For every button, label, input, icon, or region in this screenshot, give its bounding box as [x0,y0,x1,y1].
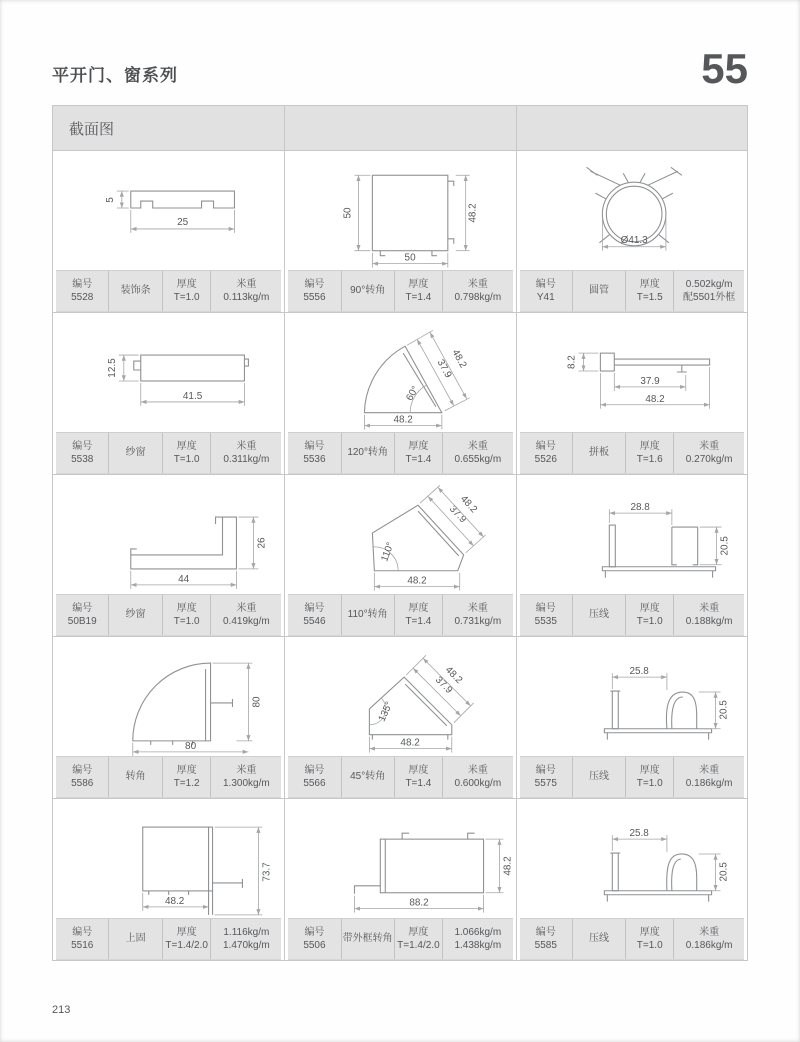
spec-thickness: 厚度 T=1.4/2.0 [394,919,442,959]
dim-label: 48.2 [400,737,421,749]
spec-code: 编号 5575 [534,764,557,789]
spec-row [56,270,281,312]
spec-thickness: 厚度 T=1.4/2.0 [162,919,210,959]
table-header-cell [53,106,284,150]
spec-weight: 米重 0.798kg/m [442,271,513,311]
dim-label: 48.2 [407,575,428,587]
profile-cell-5528 [53,151,284,312]
dimensions [609,502,730,565]
dimensions [374,485,486,590]
spec-code: 编号 5526 [534,440,557,465]
spec-code: 编号 5546 [303,602,326,627]
spec-weight: 米重 0.270kg/m [673,433,744,473]
dimensions [566,353,709,409]
table-header-cell [516,106,747,150]
spec-thickness: 厚度 T=1.4 [394,433,442,473]
spec-thickness: 厚度 T=1.4 [394,271,442,311]
dim-label: 88.2 [409,897,429,909]
section-drawing [53,313,284,432]
spec-code: 编号 5566 [303,764,326,789]
spec-name: 120°转角 [341,433,394,473]
spec-code: 编号 5585 [534,926,557,951]
spec-name: 压线 [572,595,625,635]
spec-row [520,918,744,960]
profile-cell-5526 [516,312,747,474]
spec-code: 编号 5586 [71,764,94,789]
section-drawing [285,637,515,756]
dim-label: 48.2 [458,493,480,516]
spec-row [520,270,744,312]
spec-weight: 1.066kg/m 1.438kg/m [442,919,513,959]
profile-cell-5556 [284,151,515,312]
section-drawing [285,151,515,270]
spec-weight: 米重 0.600kg/m [442,757,513,797]
spec-thickness: 厚度 T=1.0 [162,271,210,311]
series-title: 平开门、窗系列 [52,66,178,85]
section-drawing [285,799,515,918]
dim-label: 25.8 [629,828,649,840]
section-drawing [53,151,284,270]
dim-label: 26 [256,537,268,549]
spec-thickness: 厚度 T=1.0 [625,919,673,959]
profile-cell-5538 [53,312,284,474]
section-drawing [53,475,284,594]
profile-cell-5566 [284,636,515,798]
spec-name: 纱窗 [108,433,161,473]
spec-row [56,432,281,474]
dim-label: 135° [376,700,396,724]
dim-label: 73.7 [261,862,273,882]
dim-label: 28.8 [630,502,650,514]
dim-label: 20.5 [718,862,730,882]
spec-code: 编号 5536 [303,440,326,465]
dim-label: Ø41.3 [620,234,648,246]
profile-cell-5516 [53,798,284,960]
dimensions [105,191,235,233]
page-header [52,30,748,90]
profile-outline [602,525,715,578]
spec-name: 转角 [108,757,161,797]
spec-thickness: 厚度 T=1.5 [625,271,673,311]
section-drawing [285,313,515,432]
spec-row [288,594,512,636]
dimensions [365,330,470,429]
spec-weight: 0.502kg/m 配5501外框 [673,271,744,311]
section-drawing [285,475,515,594]
profile-cell-5546 [284,474,515,636]
profile-cell-5536 [284,312,515,474]
section-drawing [517,313,747,432]
table-header-label: 截面图 [69,120,115,138]
spec-row [288,432,512,474]
profile-outline [604,691,711,740]
dimensions [143,827,273,915]
spec-thickness: 厚度 T=1.6 [625,433,673,473]
spec-thickness: 厚度 T=1.0 [162,433,210,473]
profile-grid [53,151,747,960]
profile-cell-5586 [53,636,284,798]
dim-label: 41.5 [182,390,203,402]
spec-code: 编号 5516 [71,926,94,951]
spec-code: 编号 Y41 [535,278,556,303]
spec-weight: 米重 0.188kg/m [673,595,744,635]
profile-cell-5585 [516,798,747,960]
spec-weight: 米重 0.311kg/m [210,433,281,473]
spec-row [288,270,512,312]
spec-code: 编号 5538 [71,440,94,465]
profile-outline [141,355,245,381]
dim-label: 12.5 [106,358,118,378]
spec-name: 带外框转角 [341,919,394,959]
dimensions [343,175,479,267]
spec-code: 编号 5528 [71,278,94,303]
page-number-top: 55 [701,45,748,92]
spec-weight: 米重 0.186kg/m [673,757,744,797]
dim-label: 20.5 [718,700,730,720]
dim-label: 37.9 [447,503,469,526]
dim-label: 5 [104,197,116,203]
section-drawing [517,637,747,756]
spec-row [56,756,281,798]
profile-outline [373,175,448,250]
spec-thickness: 厚度 T=1.0 [625,757,673,797]
spec-name: 90°转角 [341,271,394,311]
profile-cell-5575 [516,636,747,798]
spec-code: 编号 5535 [534,602,557,627]
dim-label: 48.2 [393,414,414,426]
spec-row [288,918,512,960]
table-header-row [53,106,747,151]
spec-code: 编号 5506 [303,926,326,951]
spec-weight: 米重 0.186kg/m [673,919,744,959]
dimensions [355,839,514,912]
spec-weight: 米重 1.300kg/m [210,757,281,797]
spec-row [56,594,281,636]
dim-label: 50 [342,207,354,219]
spec-weight: 1.116kg/m 1.470kg/m [210,919,281,959]
spec-code: 编号 50B19 [67,602,97,627]
dim-label: 48.2 [443,664,465,687]
section-drawing [53,637,284,756]
profile-outline [365,346,442,413]
section-drawing [517,151,747,270]
spec-name: 纱窗 [108,595,161,635]
spec-name: 110°转角 [341,595,394,635]
profile-outline [600,353,614,371]
spec-weight: 米重 0.655kg/m [442,433,513,473]
spec-weight: 米重 0.731kg/m [442,595,513,635]
spec-row [56,918,281,960]
section-drawing [53,799,284,918]
profile-outline [381,839,484,893]
spec-thickness: 厚度 T=1.4 [394,595,442,635]
spec-name: 上固 [108,919,161,959]
spec-name: 压线 [572,919,625,959]
dim-label: 37.9 [640,375,660,387]
profile-cell-5506 [284,798,515,960]
profile-outline [143,827,213,891]
spec-name: 装饰条 [108,271,161,311]
page-number-bottom: 213 [52,1004,71,1016]
dim-label: 25 [177,216,189,228]
spec-thickness: 厚度 T=1.0 [625,595,673,635]
section-drawing [517,799,747,918]
spec-name: 拼板 [572,433,625,473]
dim-label: 48.2 [502,856,514,876]
spec-code: 编号 5556 [303,278,326,303]
dim-label: 80 [185,740,197,752]
dimensions [370,655,474,752]
profile-cell-5535 [516,474,747,636]
spec-weight: 米重 0.419kg/m [210,595,281,635]
dim-label: 110° [379,540,397,564]
spec-name: 45°转角 [341,757,394,797]
dim-label: 8.2 [566,355,578,369]
profile-outline [133,663,211,741]
dimensions [133,663,263,756]
spec-thickness: 厚度 T=1.0 [162,595,210,635]
dim-label: 50 [404,252,416,264]
section-drawing [517,475,747,594]
dim-label: 37.9 [434,357,454,380]
dim-label: 48.2 [645,393,665,405]
spec-row [520,432,744,474]
spec-row [520,756,744,798]
dim-label: 48.2 [467,203,479,223]
profile-cell-y41 [516,151,747,312]
profile-outline [131,191,235,208]
spec-thickness: 厚度 T=1.4 [394,757,442,797]
dim-label: 80 [251,696,263,708]
dim-label: 48.2 [164,895,185,907]
dim-label: 44 [178,573,190,585]
dim-label: 60° [404,384,422,403]
spec-weight: 米重 0.113kg/m [210,271,281,311]
dim-label: 37.9 [433,674,455,697]
spec-name: 压线 [572,757,625,797]
dim-label: 25.8 [629,666,649,678]
dimensions [131,517,268,589]
table-header-cell [284,106,515,150]
dim-label: 48.2 [449,347,469,370]
spec-name: 圆管 [572,271,625,311]
dim-label: 20.5 [719,536,731,556]
profile-cell-50b19 [53,474,284,636]
spec-row [520,594,744,636]
spec-thickness: 厚度 T=1.2 [162,757,210,797]
profile-outline [131,517,237,569]
spec-row [288,756,512,798]
section-table [52,105,748,961]
profile-outline [604,853,711,902]
